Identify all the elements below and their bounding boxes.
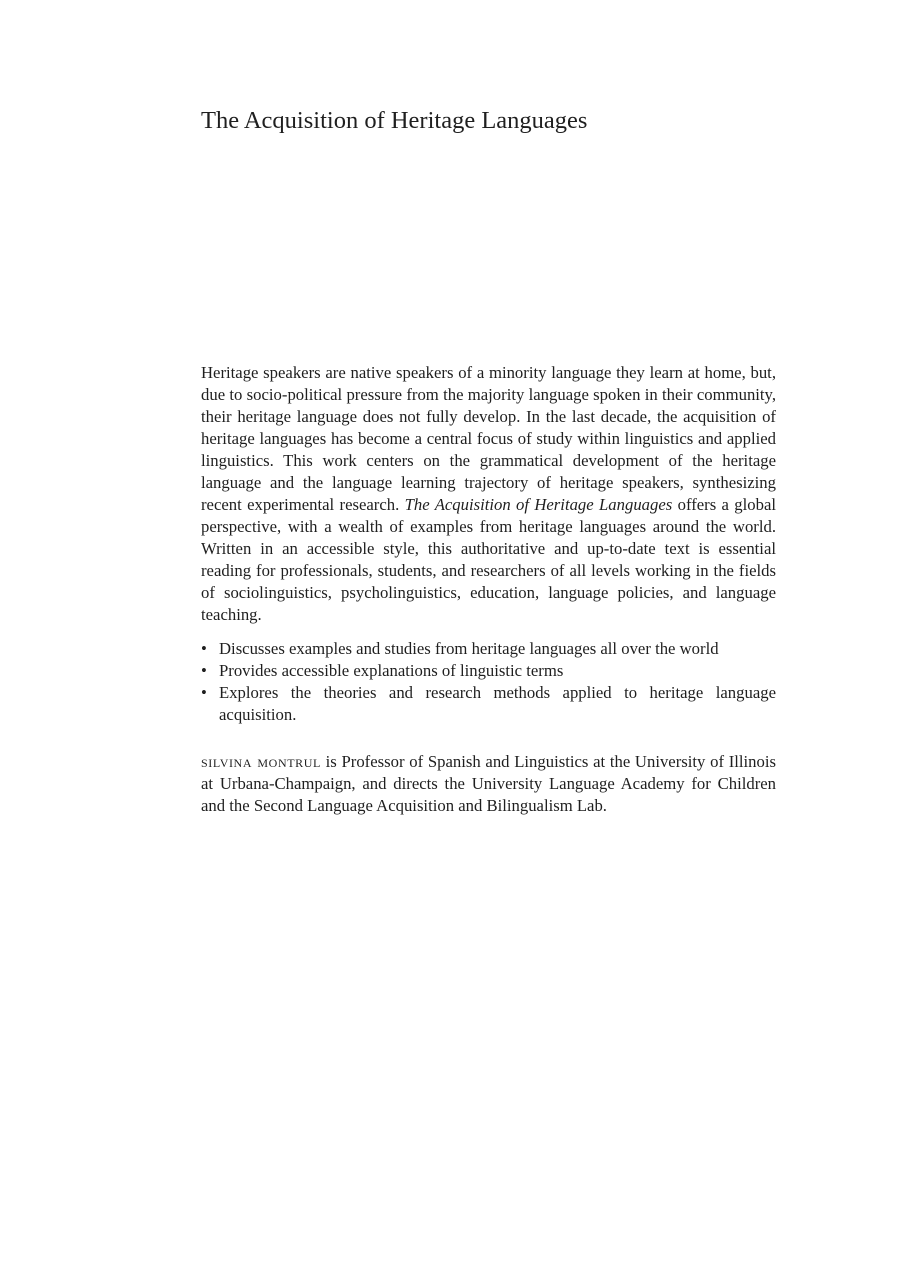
blurb-text-part1: Heritage speakers are native speakers of a minority language they learn at home, but, due to socio-political pressure from the majority language spoken in their community, their heritage language does not fully develop. In the last decade, the acquisition of heritage languages has become a central focus of study within linguistics and applied linguistics. This work centers on the grammatical development of the heritage language and the language learning trajectory of heritage speakers, synthesizing recent experimental research. bbox=[201, 363, 776, 514]
bullet-icon: • bbox=[201, 639, 207, 658]
list-item bbox=[201, 638, 776, 660]
author-bio-text: is Professor of Spanish and Linguistics at the University of Illinois at Urbana-Champaign, and directs the University Language Academy for Children and the Second Language Acquisition and Bilingualism Lab. bbox=[201, 752, 776, 815]
author-bio bbox=[201, 751, 776, 817]
bullet-icon: • bbox=[201, 683, 207, 702]
author-name: silvina montrul bbox=[201, 752, 321, 771]
blurb-text-part2: offers a global perspective, with a wealth of examples from heritage languages around the world. Written in an accessible style, this authoritative and up-to-date text is essential reading for professionals, students, and researchers of all levels working in the fields of sociolinguistics, psycholinguistics, education, language policies, and language teaching. bbox=[201, 495, 776, 624]
list-item bbox=[201, 660, 776, 682]
feature-list bbox=[201, 638, 776, 726]
blurb-paragraph bbox=[201, 362, 776, 626]
list-item bbox=[201, 682, 776, 726]
list-item-text: Provides accessible explanations of linguistic terms bbox=[219, 661, 564, 680]
list-item-text: Discusses examples and studies from heritage languages all over the world bbox=[219, 639, 719, 658]
book-description bbox=[201, 362, 776, 817]
page-title: The Acquisition of Heritage Languages bbox=[201, 107, 588, 134]
bullet-icon: • bbox=[201, 661, 207, 680]
blurb-book-title: The Acquisition of Heritage Languages bbox=[404, 495, 673, 514]
list-item-text: Explores the theories and research methods applied to heritage language acquisition. bbox=[219, 683, 776, 724]
